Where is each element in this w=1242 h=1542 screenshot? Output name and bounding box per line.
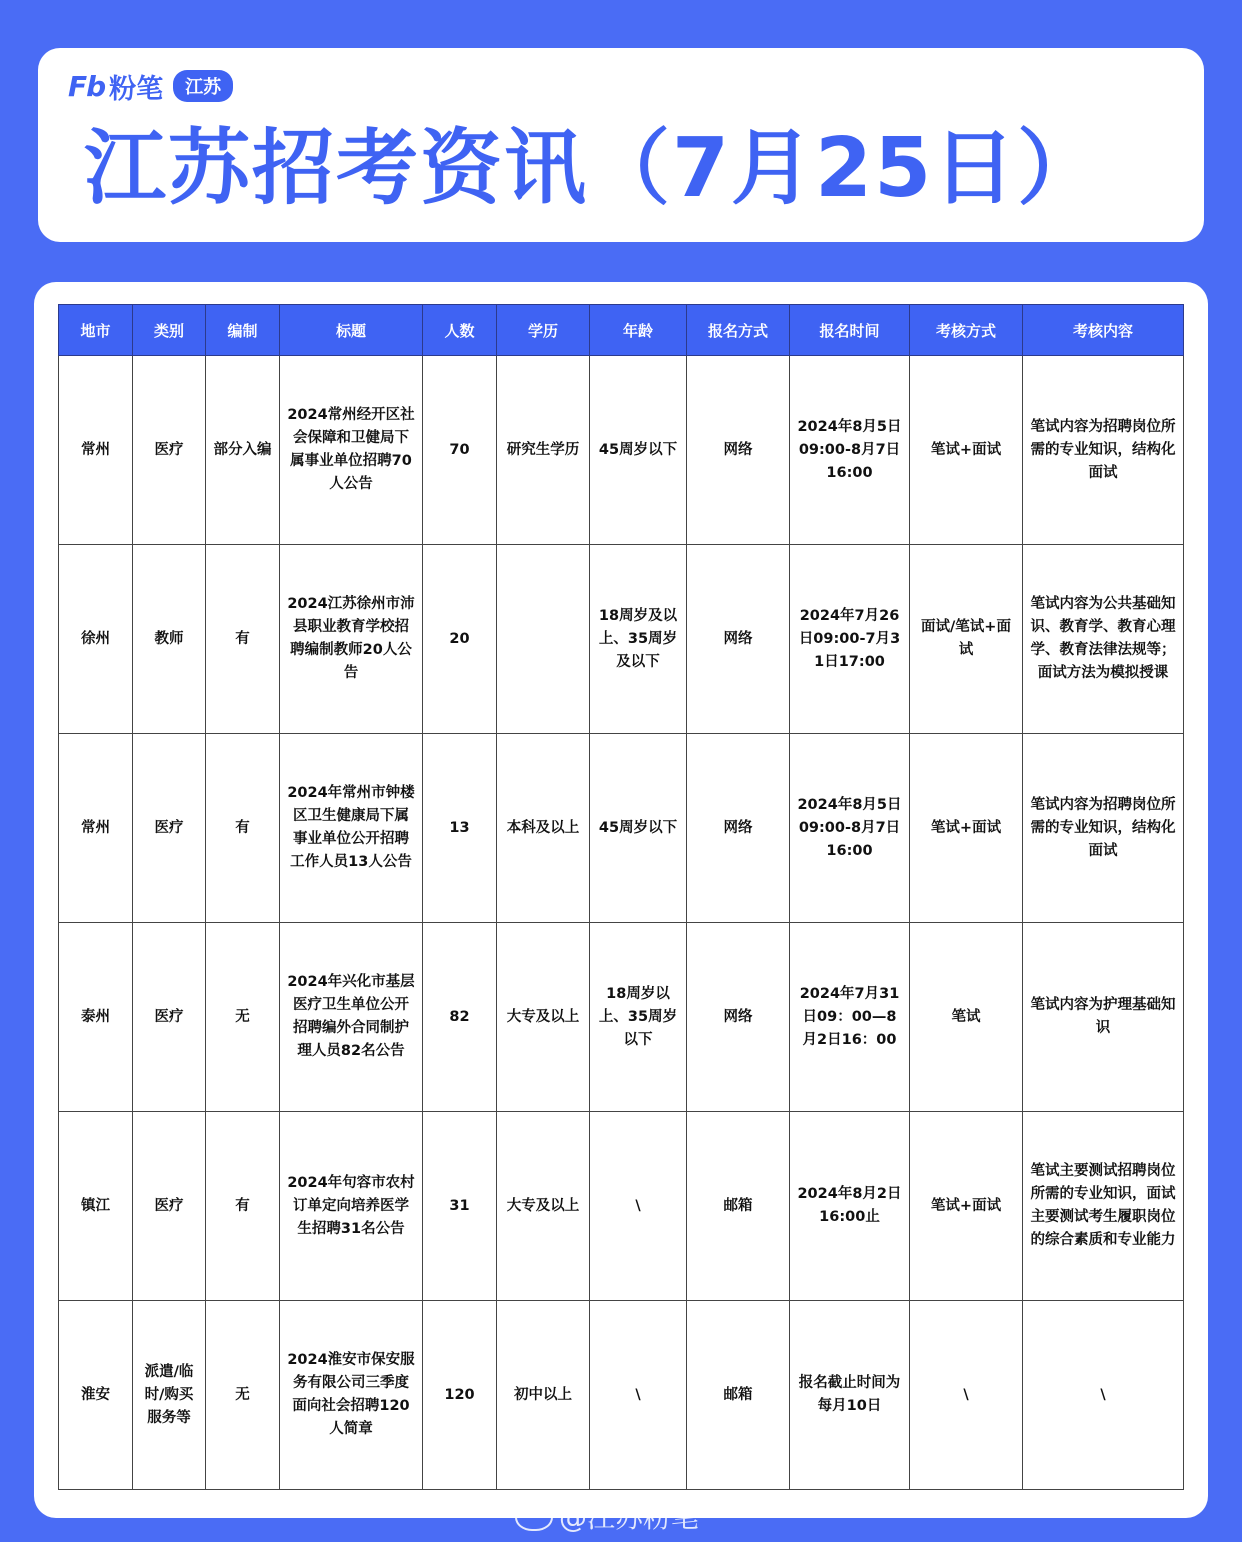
cell-title: 2024江苏徐州市沛县职业教育学校招聘编制教师20人公告	[280, 545, 423, 734]
cell-title: 2024常州经开区社会保障和卫健局下属事业单位招聘70人公告	[280, 356, 423, 545]
cell-age: \	[590, 1112, 687, 1301]
cell-apply-method: 邮箱	[687, 1112, 790, 1301]
cell-apply-method: 网络	[687, 734, 790, 923]
cell-apply-time: 2024年8月5日09:00-8月7日16:00	[790, 734, 910, 923]
cell-category: 医疗	[133, 734, 206, 923]
cell-apply-method: 网络	[687, 923, 790, 1112]
cell-headcount: 70	[423, 356, 497, 545]
brand-name: 粉笔	[109, 73, 164, 105]
table-header-row	[59, 305, 1184, 356]
cell-apply-method: 网络	[687, 356, 790, 545]
header-cell: 编制	[206, 305, 280, 356]
cell-city: 徐州	[59, 545, 133, 734]
cell-education: 研究生学历	[497, 356, 590, 545]
header-cell: 类别	[133, 305, 206, 356]
cell-title: 2024淮安市保安服务有限公司三季度面向社会招聘120人简章	[280, 1301, 423, 1490]
header-cell: 学历	[497, 305, 590, 356]
cell-title: 2024年句容市农村订单定向培养医学生招聘31名公告	[280, 1112, 423, 1301]
cell-city: 常州	[59, 734, 133, 923]
cell-establishment: 无	[206, 1301, 280, 1490]
cell-apply-time: 2024年8月5日09:00-8月7日16:00	[790, 356, 910, 545]
cell-education: 大专及以上	[497, 1112, 590, 1301]
cell-establishment: 有	[206, 734, 280, 923]
header-card	[38, 48, 1204, 242]
cell-city: 淮安	[59, 1301, 133, 1490]
cell-exam-method: 笔试+面试	[910, 356, 1023, 545]
cell-apply-time: 2024年7月26日09:00-7月31日17:00	[790, 545, 910, 734]
cell-establishment: 部分入编	[206, 356, 280, 545]
table-row	[59, 923, 1184, 1112]
table-row	[59, 356, 1184, 545]
cell-city: 常州	[59, 356, 133, 545]
cell-category: 医疗	[133, 923, 206, 1112]
cell-exam-content: 笔试内容为护理基础知识	[1023, 923, 1184, 1112]
header-cell: 年龄	[590, 305, 687, 356]
cell-establishment: 无	[206, 923, 280, 1112]
cell-headcount: 120	[423, 1301, 497, 1490]
table-card	[34, 282, 1208, 1518]
cell-exam-method: \	[910, 1301, 1023, 1490]
page-title: 江苏招考资讯（7月25日）	[84, 121, 1102, 216]
cell-establishment: 有	[206, 545, 280, 734]
cell-apply-time: 报名截止时间为每月10日	[790, 1301, 910, 1490]
cell-apply-time: 2024年8月2日16:00止	[790, 1112, 910, 1301]
header-cell: 地市	[59, 305, 133, 356]
cell-headcount: 31	[423, 1112, 497, 1301]
cell-establishment: 有	[206, 1112, 280, 1301]
header-cell: 报名方式	[687, 305, 790, 356]
cell-exam-method: 笔试	[910, 923, 1023, 1112]
cell-headcount: 20	[423, 545, 497, 734]
cell-apply-method: 邮箱	[687, 1301, 790, 1490]
weibo-icon	[515, 1501, 553, 1531]
cell-education: 本科及以上	[497, 734, 590, 923]
cell-age: 45周岁以下	[590, 356, 687, 545]
brand-logo: Fb	[68, 69, 106, 103]
cell-category: 医疗	[133, 1112, 206, 1301]
cell-age: 45周岁以下	[590, 734, 687, 923]
table-row	[59, 734, 1184, 923]
cell-exam-method: 笔试+面试	[910, 1112, 1023, 1301]
table-row	[59, 1112, 1184, 1301]
cell-exam-content: 笔试内容为公共基础知识、教育学、教育心理学、教育法律法规等；面试方法为模拟授课	[1023, 545, 1184, 734]
table-row	[59, 545, 1184, 734]
cell-category: 医疗	[133, 356, 206, 545]
cell-city: 镇江	[59, 1112, 133, 1301]
recruitment-table	[58, 304, 1184, 1490]
cell-category: 派遣/临时/购买服务等	[133, 1301, 206, 1490]
cell-exam-content: \	[1023, 1301, 1184, 1490]
header-cell: 考核内容	[1023, 305, 1184, 356]
table-row	[59, 1301, 1184, 1490]
cell-age: \	[590, 1301, 687, 1490]
header-cell: 标题	[280, 305, 423, 356]
brand	[68, 69, 233, 105]
header-cell: 人数	[423, 305, 497, 356]
cell-apply-time: 2024年7月31日09：00—8月2日16：00	[790, 923, 910, 1112]
cell-title: 2024年兴化市基层医疗卫生单位公开招聘编外合同制护理人员82名公告	[280, 923, 423, 1112]
cell-exam-content: 笔试内容为招聘岗位所需的专业知识，结构化面试	[1023, 356, 1184, 545]
header-cell: 考核方式	[910, 305, 1023, 356]
cell-exam-content: 笔试主要测试招聘岗位所需的专业知识，面试主要测试考生履职岗位的综合素质和专业能力	[1023, 1112, 1184, 1301]
cell-education: 初中以上	[497, 1301, 590, 1490]
watermark-text: @江苏粉笔	[559, 1501, 700, 1534]
cell-age: 18周岁及以上、35周岁及以下	[590, 545, 687, 734]
watermark	[515, 1496, 699, 1536]
cell-city: 泰州	[59, 923, 133, 1112]
cell-category: 教师	[133, 545, 206, 734]
cell-education: 大专及以上	[497, 923, 590, 1112]
brand-region-badge: 江苏	[173, 70, 233, 102]
cell-education	[497, 545, 590, 734]
cell-exam-method: 笔试+面试	[910, 734, 1023, 923]
cell-age: 18周岁以上、35周岁以下	[590, 923, 687, 1112]
cell-headcount: 82	[423, 923, 497, 1112]
cell-exam-method: 面试/笔试+面试	[910, 545, 1023, 734]
cell-headcount: 13	[423, 734, 497, 923]
cell-apply-method: 网络	[687, 545, 790, 734]
cell-title: 2024年常州市钟楼区卫生健康局下属事业单位公开招聘工作人员13人公告	[280, 734, 423, 923]
header-cell: 报名时间	[790, 305, 910, 356]
cell-exam-content: 笔试内容为招聘岗位所需的专业知识，结构化面试	[1023, 734, 1184, 923]
